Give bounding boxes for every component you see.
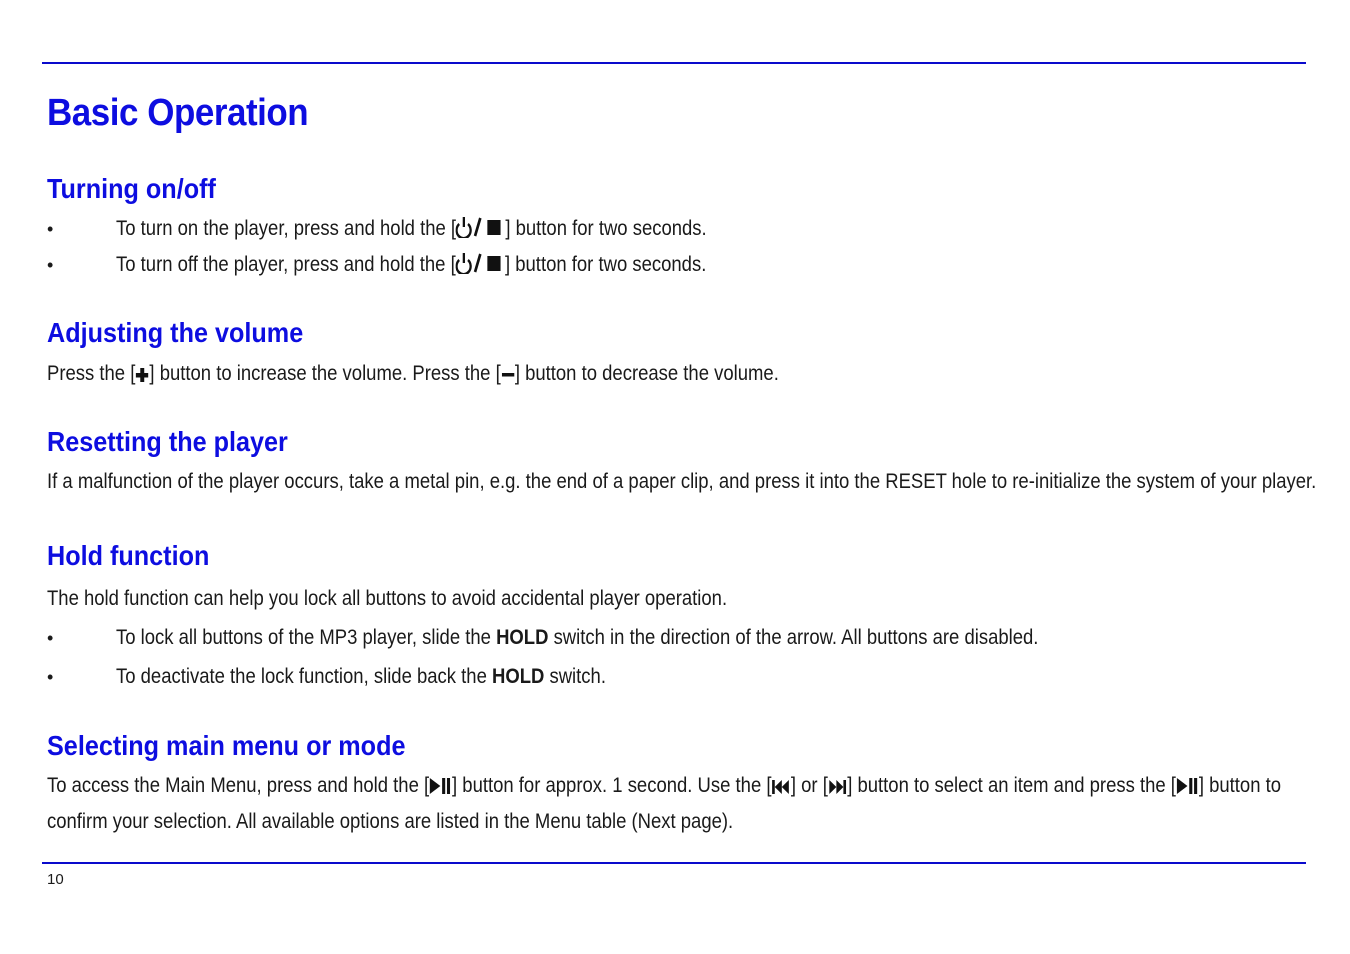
reset-paragraph: If a malfunction of the player occurs, take a metal pin, e.g. the end of a paper clip, and press it into the RESET hole to re-initialize the system of your player.: [47, 470, 1317, 493]
minus-icon: [501, 367, 515, 383]
page-number: 10: [47, 871, 64, 888]
bullet: •: [47, 667, 54, 687]
heading-resetting-player: Resetting the player: [47, 426, 288, 457]
next-track-icon: [828, 779, 847, 795]
play-pause-icon: [1176, 777, 1199, 795]
previous-track-icon: [772, 779, 791, 795]
heading-hold-function: Hold function: [47, 540, 210, 571]
page-title: Basic Operation: [47, 92, 309, 134]
bullet: •: [47, 255, 54, 275]
top-rule: [42, 62, 1306, 64]
bottom-rule: [42, 862, 1306, 864]
volume-paragraph: Press the [ ] button to increase the volume. Press the [ ] button to decrease the volume.: [47, 362, 779, 385]
hold-label: HOLD: [491, 665, 545, 688]
hold-label: HOLD: [496, 626, 549, 649]
plus-icon: [135, 367, 149, 383]
play-pause-icon: [429, 777, 452, 795]
heading-turning-on-off: Turning on/off: [47, 173, 216, 204]
heading-selecting-main-menu: Selecting main menu or mode: [47, 730, 406, 761]
power-stop-icon: [456, 216, 505, 238]
hold-intro: The hold function can help you lock all buttons to avoid accidental player operation.: [47, 587, 728, 610]
heading-adjusting-volume: Adjusting the volume: [47, 317, 304, 348]
menu-paragraph: To access the Main Menu, press and hold the [ ] button for approx. 1 second. Use the [ ] or [ ] button to select an item and press the [ ] button to confirm your selection. All available options are listed in the Menu table (Next page).: [47, 774, 1282, 833]
power-stop-icon: [456, 252, 505, 274]
bullet: •: [47, 219, 54, 239]
bullet: •: [47, 628, 54, 648]
